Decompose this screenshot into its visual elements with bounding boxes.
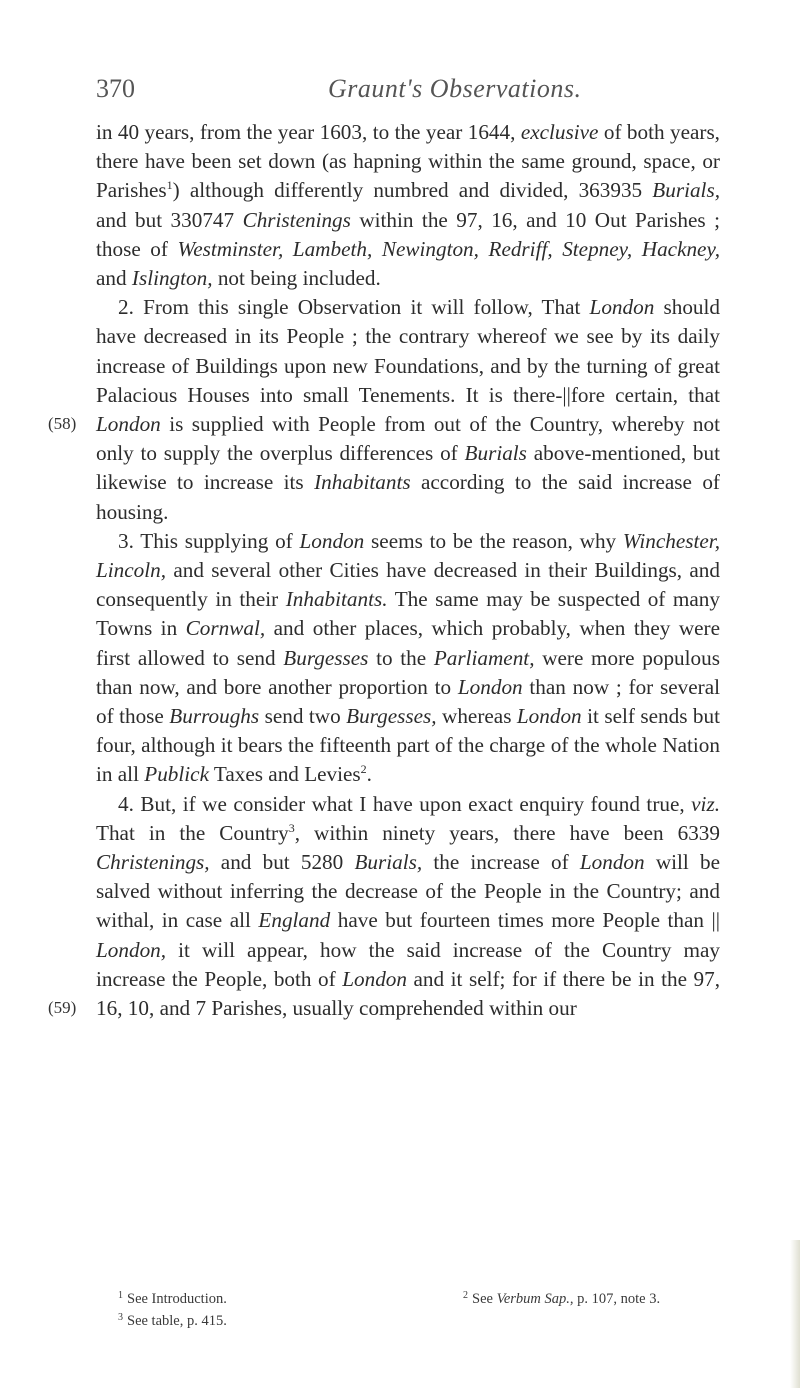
text-run: 2. From this single Observation it will follow, That bbox=[118, 295, 590, 320]
page-number: 370 bbox=[96, 74, 135, 103]
body-text bbox=[96, 118, 720, 1023]
text-run: and other places, which probably, when they were first allowed to send bbox=[96, 616, 720, 670]
text-run: were more populous than now, and bore another proportion to bbox=[96, 645, 720, 699]
footnote-3 bbox=[118, 1310, 227, 1332]
italic-run: Burgesses bbox=[283, 645, 369, 670]
italic-run: Winchester, Lincoln, bbox=[96, 528, 720, 583]
footnote-number: 2 bbox=[463, 1290, 468, 1301]
text-run: ) although differently numbred and divided, 363935 bbox=[172, 178, 653, 203]
footnote-italic: Verbum Sap., bbox=[496, 1291, 574, 1307]
italic-run: London bbox=[299, 528, 365, 553]
text-run: it will appear, how the said increase of the Country may increase the People, both of bbox=[96, 937, 720, 991]
text-run: and but 5280 bbox=[209, 850, 355, 875]
text-run: to the bbox=[368, 645, 434, 670]
text-run: according to the said increase of housing. bbox=[96, 470, 720, 524]
italic-run: London, bbox=[96, 937, 167, 962]
italic-run: Burials, bbox=[652, 178, 720, 203]
footnote-text: See bbox=[472, 1291, 497, 1307]
paragraph-4 bbox=[96, 790, 720, 1024]
italic-run: Christenings bbox=[242, 207, 351, 232]
footnote-marker: 3 bbox=[288, 820, 295, 835]
text-run: of both years, there have been set down (as hapning within the same ground, space, or Parishes bbox=[96, 120, 720, 203]
italic-run: Inhabitants. bbox=[285, 587, 388, 612]
footnote-1 bbox=[118, 1288, 227, 1310]
paragraph-3 bbox=[96, 527, 720, 790]
italic-run: London bbox=[516, 704, 582, 729]
text-run: and bbox=[96, 266, 132, 291]
text-run: seems to be the reason, why bbox=[364, 528, 623, 553]
text-run: within the 97, 16, and 10 Out Parishes ; those of bbox=[96, 207, 720, 261]
italic-run: Westminster, Lambeth, Newington, Redriff, Stepney, Hackney, bbox=[177, 236, 720, 261]
footnote-row bbox=[96, 1288, 716, 1310]
text-run: Taxes and Levies bbox=[208, 762, 361, 787]
text-run: whereas bbox=[436, 704, 517, 729]
footnote-text: See Introduction. bbox=[127, 1291, 227, 1307]
text-run: will be salved without inferring the decrease of the People in the Country; and withal, in case all bbox=[96, 850, 720, 933]
paragraph-2 bbox=[96, 293, 720, 527]
footnote-marker: 1 bbox=[166, 178, 173, 193]
margin-reference: (59) bbox=[48, 998, 77, 1017]
text-run: and but 330747 bbox=[96, 207, 243, 232]
footnote-number: 1 bbox=[118, 1290, 123, 1301]
text-run: than now ; for several of those bbox=[96, 674, 720, 729]
text-run: The same may be suspected of many Towns in bbox=[96, 587, 720, 641]
italic-run: London bbox=[589, 295, 655, 320]
italic-run: England bbox=[258, 908, 331, 933]
text-run: send two bbox=[259, 704, 347, 729]
footnote-row bbox=[96, 1310, 716, 1332]
text-run: the increase of bbox=[422, 850, 580, 875]
text-run: That in the Country bbox=[96, 820, 289, 845]
text-run: 3. This supplying of bbox=[118, 528, 300, 553]
text-run: , within ninety years, there have been 6339 bbox=[294, 820, 720, 845]
italic-run: London bbox=[457, 674, 523, 699]
italic-run: Cornwal, bbox=[185, 616, 266, 641]
italic-run: Parliament, bbox=[433, 645, 535, 670]
page-edge-shadow bbox=[790, 1240, 800, 1388]
text-run: 4. But, if we consider what I have upon exact enquiry found true, bbox=[118, 791, 692, 816]
italic-run: Burials, bbox=[354, 850, 423, 875]
italic-run: Burgesses, bbox=[346, 704, 437, 729]
running-title: Graunt's Observations. bbox=[328, 74, 582, 103]
italic-run: Burials bbox=[464, 441, 527, 466]
margin-reference: (58) bbox=[48, 414, 77, 433]
footnote-2 bbox=[463, 1288, 660, 1310]
paragraph-1 bbox=[96, 118, 720, 293]
text-run: is supplied with People from out of the Country, whereby not only to supply the overplus differences of bbox=[96, 412, 720, 466]
italic-run: London bbox=[579, 850, 645, 875]
italic-run: viz. bbox=[691, 791, 720, 816]
footnote-marker: 2 bbox=[360, 762, 367, 777]
italic-run: Islington, bbox=[131, 266, 213, 291]
text-run: and it self; for if there be in the 97, 16, 10, and 7 Parishes, usually comprehended within our bbox=[96, 966, 721, 1021]
italic-run: London bbox=[96, 412, 161, 437]
text-run: above-mentioned, but likewise to increase its bbox=[96, 441, 721, 495]
running-header bbox=[96, 74, 716, 114]
italic-run: exclusive bbox=[520, 120, 599, 144]
italic-run: Christenings, bbox=[96, 850, 210, 875]
text-run: it self sends but four, although it bears the fifteenth part of the charge of the whole Nation in all bbox=[96, 704, 720, 787]
text-run: have but fourteen times more People than || bbox=[330, 908, 720, 933]
footnote-text: p. 107, note 3. bbox=[573, 1291, 661, 1307]
italic-run: Burroughs bbox=[169, 704, 260, 729]
text-run: should have decreased in its People ; the contrary whereof we see by its daily increase of Buildings upon new Foundations, and by the turning of great Palacious Houses into small Tenements. It is there-||fore certain, that bbox=[96, 295, 720, 407]
italic-run: Publick bbox=[144, 762, 209, 787]
footnote-number: 3 bbox=[118, 1312, 123, 1323]
text-run: . bbox=[366, 762, 372, 787]
text-run: not being included. bbox=[212, 266, 381, 291]
footnote-text: See table, p. 415. bbox=[127, 1313, 227, 1329]
text-run: in 40 years, from the year 1603, to the year 1644, bbox=[96, 120, 521, 144]
footnotes bbox=[96, 1288, 716, 1332]
italic-run: London bbox=[342, 966, 407, 991]
text-run: and several other Cities have decreased in their Buildings, and consequently in their bbox=[96, 558, 720, 612]
italic-run: Inhabitants bbox=[314, 470, 411, 495]
